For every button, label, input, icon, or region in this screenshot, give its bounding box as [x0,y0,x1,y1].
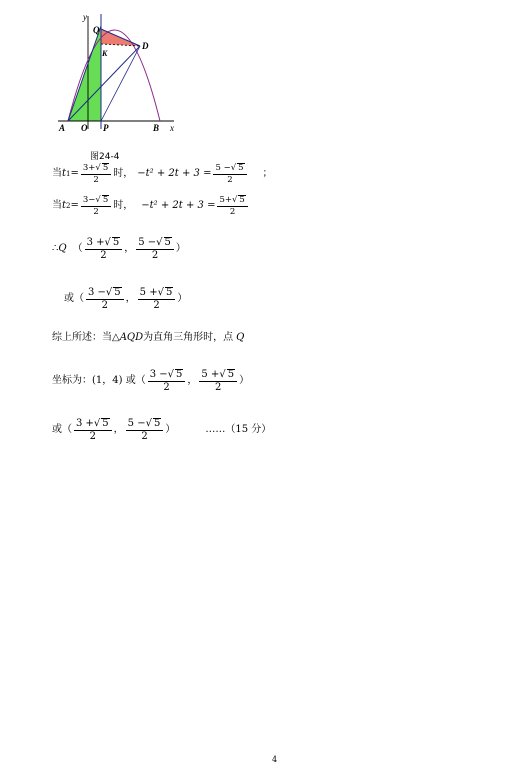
fraction-q2-x: $\frac{3 -√ 5}{2}$ [86,287,124,312]
open-paren: （ [74,293,84,304]
var-q: Q [236,332,245,343]
label-o: O [81,123,88,133]
label-q: Q [93,25,100,35]
label-b: B [153,123,160,133]
summary-text: 综上所述：当△ [52,332,120,343]
figure-graph [56,8,186,148]
close-paren: ） [175,243,186,254]
label-x: x [170,123,174,133]
solution-line-5 [52,331,244,345]
text-huo: 或（ [52,424,72,435]
solution-line-1 [52,161,273,187]
label-y: y [83,12,87,22]
solution-line-4 [64,284,187,314]
label-a: A [59,123,66,133]
expression: −t² + 2t + 3 = [137,168,212,179]
therefore-symbol: ∴ [52,243,59,254]
solution-line-2 [52,193,250,219]
fraction-t2: $\frac{3-√ 5}{2}$ [81,195,111,216]
comma: ， [125,293,136,304]
fraction-q4-x: $\frac{3 +√ 5}{2}$ [74,418,112,443]
fraction-t1: $\frac{3+√ 5}{2}$ [81,163,111,184]
fraction-q4-y: $\frac{5 -√ 5}{2}$ [126,418,164,443]
var-t2: t [62,200,67,211]
equals-sign: = [70,200,79,211]
var-aqd: AQD [119,332,144,343]
text-dang: 当 [52,200,62,211]
expression: −t² + 2t + 3 = [141,200,216,211]
fraction-result-1: $\frac{5 -√ 5}{2}$ [213,163,246,184]
close-paren: ） [239,375,250,386]
text-shi: 时， [113,200,134,211]
close-paren: ） [177,293,188,304]
equals-sign: = [70,168,79,179]
text-dang: 当 [52,168,62,179]
close-paren: ） [165,424,176,435]
text-huo: 或 [64,293,74,304]
label-d: D [142,41,149,51]
solution-line-7 [52,415,271,445]
coordinates-text: 坐标为：(1，4) 或（ [52,375,146,386]
var-t1: t [62,168,67,179]
label-k: K [102,49,108,58]
text-shi: 时， [113,168,134,179]
score-marker: ……（15 分） [205,424,272,435]
solution-line-3 [52,234,186,264]
subscript-1: 1 [66,169,71,178]
fraction-q3-y: $\frac{5 +√ 5}{2}$ [199,369,237,394]
solution-line-6 [52,366,249,396]
figure-24-4 [56,8,186,148]
fraction-q3-x: $\frac{3 -√ 5}{2}$ [148,369,186,394]
comma: ， [113,424,124,435]
fraction-q-x: $\frac{3 +√ 5}{2}$ [85,237,123,262]
comma: ， [124,243,135,254]
fraction-result-2: $\frac{5+√ 5}{2}$ [217,195,247,216]
fraction-q-y: $\frac{5 -√ 5}{2}$ [136,237,174,262]
label-p: P [103,123,109,133]
page-number: 4 [272,755,278,764]
summary-text-2: 为直角三角形时，点 [143,332,234,343]
open-paren: （ [72,243,83,254]
semicolon: ； [262,168,273,179]
fraction-q2-y: $\frac{5 +√ 5}{2}$ [138,287,176,312]
comma: ， [187,375,198,386]
figure-caption: 图24-4 [90,152,120,162]
subscript-2: 2 [66,201,71,210]
var-q: Q [58,243,67,254]
